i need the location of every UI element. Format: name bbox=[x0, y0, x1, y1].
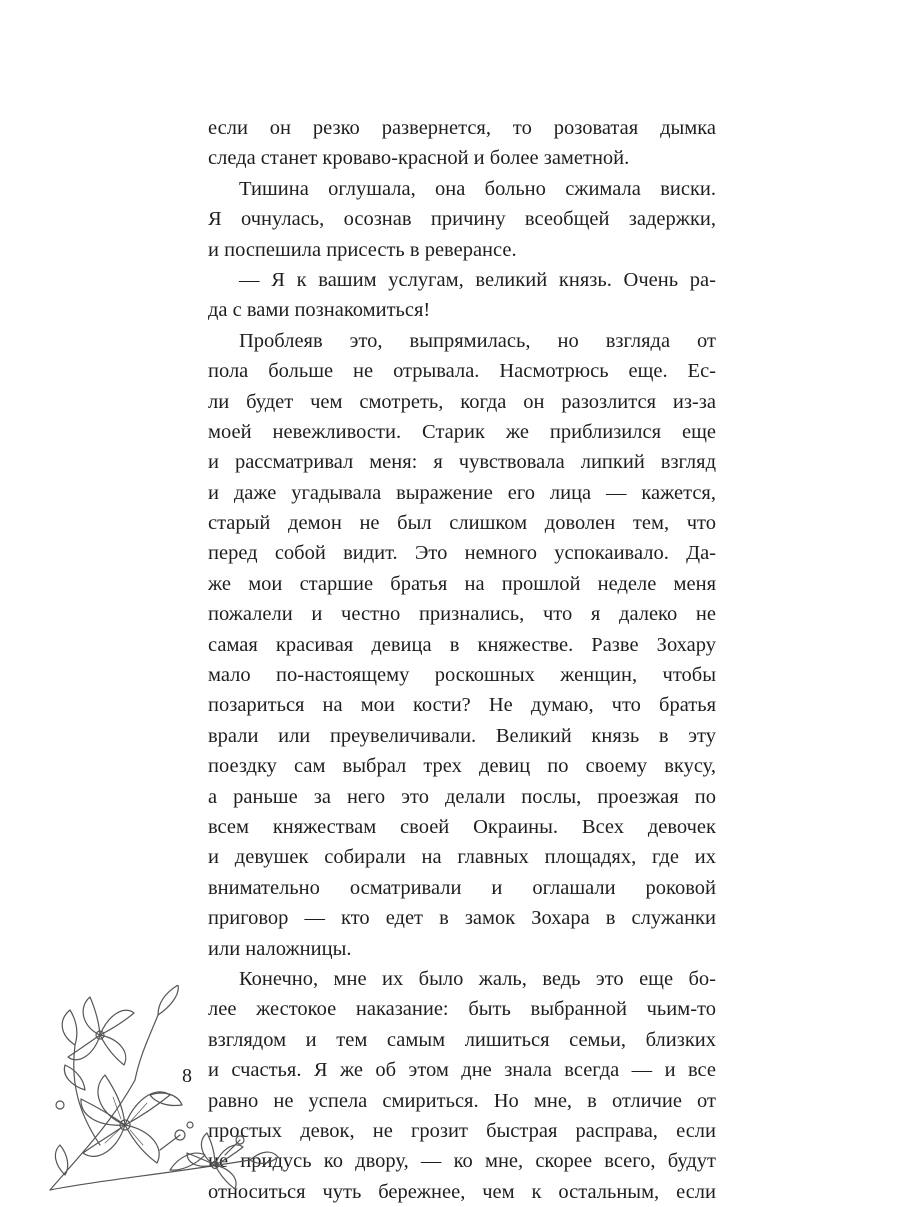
text-line: и поспешила присесть в реверансе. bbox=[208, 238, 517, 261]
text-line: лее жестокое наказание: быть выбранной чьим-то bbox=[208, 998, 716, 1021]
text-line: моей невежливости. Старик же приблизился еще bbox=[208, 420, 716, 443]
text-line: старый демон не был слишком доволен тем, что bbox=[208, 512, 716, 535]
page-number: 8 bbox=[182, 1065, 192, 1087]
text-line: врали или преувеличивали. Великий князь в эту bbox=[208, 724, 716, 747]
text-line: — Я к вашим услугам, великий князь. Очень ра- bbox=[239, 268, 716, 291]
text-line: и счастья. Я же об этом дне знала всегда — и все bbox=[208, 1059, 716, 1082]
text-line: мало по-настоящему роскошных женщин, чтобы bbox=[208, 664, 716, 687]
text-line: или наложницы. bbox=[208, 937, 352, 960]
text-line: Проблеяв это, выпрямилась, но взгляда от bbox=[239, 329, 716, 352]
text-line: и рассматривал меня: я чувствовала липкий взгляд bbox=[208, 451, 716, 474]
text-line: простых девок, не грозит быстрая расправа, если bbox=[208, 1119, 716, 1142]
text-line: если он резко развернется, то розоватая дымка bbox=[208, 117, 716, 139]
text-line: Конечно, мне их было жаль, ведь это еще бо- bbox=[239, 967, 716, 990]
text-line: следа станет кроваво-красной и более заметной. bbox=[208, 147, 630, 170]
text-line: внимательно осматривали и оглашали роковой bbox=[208, 876, 716, 899]
text-line: самая красивая девица в княжестве. Разве Зохару bbox=[208, 633, 716, 656]
text-line: относиться чуть бережнее, чем к остальным, если bbox=[208, 1180, 716, 1203]
text-line: позариться на мои кости? Не думаю, что братья bbox=[208, 694, 716, 717]
text-line: поездку сам выбрал трех девиц по своему вкусу, bbox=[208, 755, 716, 778]
text-line: же мои старшие братья на прошлой неделе меня bbox=[208, 572, 716, 595]
text-line: да с вами познакомиться! bbox=[208, 299, 431, 322]
text-line: Я очнулась, осознав причину всеобщей задержки, bbox=[208, 208, 716, 231]
text-line: взглядом и тем самым лишиться семьи, близких bbox=[208, 1028, 716, 1051]
text-line: и даже угадывала выражение его лица — кажется, bbox=[208, 481, 716, 504]
text-line: не придусь ко двору, — ко мне, скорее всего, будут bbox=[208, 1150, 716, 1173]
text-line: приговор — кто едет в замок Зохара в служанки bbox=[208, 907, 716, 930]
body-text bbox=[208, 113, 716, 1207]
floral-corner-icon bbox=[40, 985, 280, 1200]
text-line: Тишина оглушала, она больно сжимала виски. bbox=[239, 177, 716, 200]
text-line: пожалели и честно признались, что я далеко не bbox=[208, 603, 716, 626]
text-line: всем княжествам своей Окраины. Всех девочек bbox=[208, 815, 716, 838]
text-line: перед собой видит. Это немного успокаивало. Да- bbox=[208, 542, 716, 565]
text-line: равно не успела смириться. Но мне, в отличие от bbox=[208, 1089, 716, 1112]
text-line: ли будет чем смотреть, когда он разозлится из-за bbox=[208, 390, 716, 413]
text-line: а раньше за него это делали послы, проезжая по bbox=[208, 785, 716, 808]
text-line: и девушек собирали на главных площадях, где их bbox=[208, 846, 716, 869]
text-line: пола больше не отрывала. Насмотрюсь еще. Ес- bbox=[208, 360, 716, 383]
